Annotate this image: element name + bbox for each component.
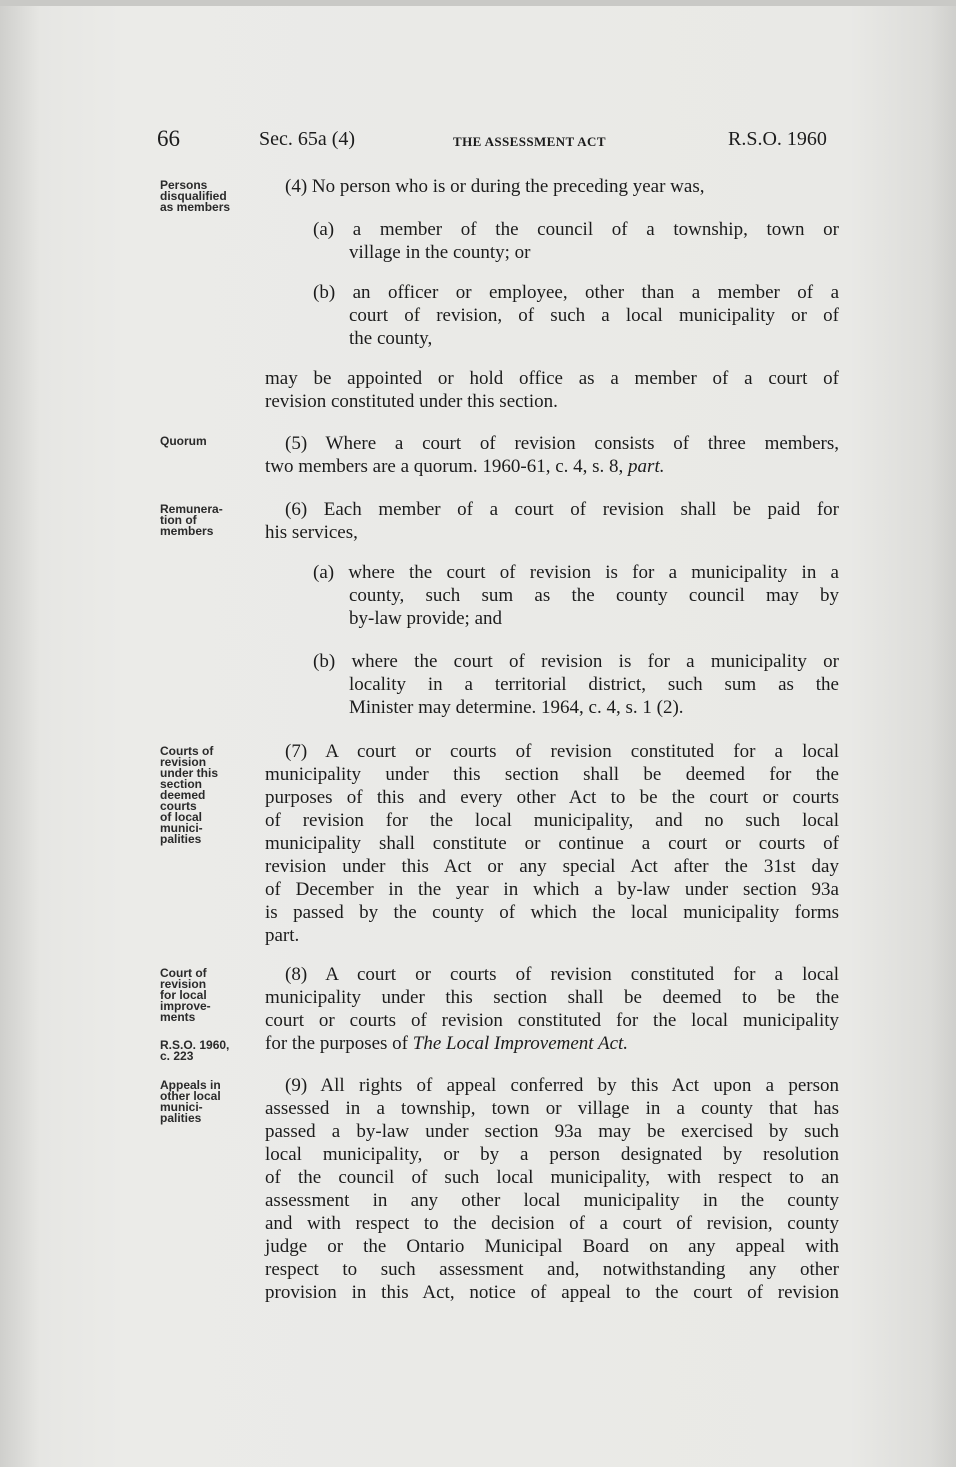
margin-note-courts-deemed: Courts of revision under this section deemed courts of local munici- palities — [160, 744, 219, 846]
s7-line: part. — [265, 925, 300, 946]
s4-clause-b-line: the county, — [349, 328, 433, 349]
margin-note-remuneration: Remunera- tion of members — [160, 502, 223, 538]
s5-line: two members are a quorum. 1960-61, c. 4, s. 8, part. — [265, 456, 665, 477]
s8-line: for the purposes of The Local Improvement Act. — [265, 1033, 629, 1054]
s7-line: revision under this Act or any special Act after the 31st day — [265, 856, 839, 877]
s9-line: judge or the Ontario Municipal Board on any appeal with — [265, 1236, 839, 1257]
s6-clause-b-line: Minister may determine. 1964, c. 4, s. 1 (2). — [349, 697, 684, 718]
s6-line: his services, — [265, 522, 358, 543]
margin-note-persons-disqualified: Persons disqualified as members — [160, 178, 231, 214]
local-improvement-act-title: The Local Improvement Act. — [412, 1033, 629, 1054]
margin-note-rso-reference: R.S.O. 1960, c. 223 — [160, 1038, 230, 1063]
act-title: THE ASSESSMENT ACT — [453, 134, 606, 149]
page-number: 66 — [157, 126, 180, 151]
s9-line: assessed in a township, town or village in a county that has — [265, 1098, 839, 1119]
s7-line: municipality under this section shall be deemed for the — [265, 764, 839, 785]
s7-line: of revision for the local municipality, and no such local — [265, 810, 839, 831]
running-header — [0, 126, 956, 160]
margin-note-quorum: Quorum — [160, 434, 207, 448]
s6-clause-b-line: locality in a territorial district, such sum as the — [349, 674, 839, 695]
s4-clause-b-line: (b) an officer or employee, other than a member of a — [313, 282, 839, 303]
scan-edge — [0, 0, 956, 6]
s5-line: (5) Where a court of revision consists of three members, — [285, 433, 839, 454]
s8-line: (8) A court or courts of revision constituted for a local — [285, 964, 839, 985]
s8-line: municipality under this section shall be deemed to be the — [265, 987, 839, 1008]
s6-clause-a-line: by-law provide; and — [349, 608, 503, 629]
s9-line: provision in this Act, notice of appeal to the court of revision — [265, 1282, 839, 1303]
s6-clause-a-line: county, such sum as the county council may by — [349, 585, 839, 606]
s9-line: assessment in any other local municipality in the county — [265, 1190, 839, 1211]
s9-line: of the council of such local municipality, with respect to an — [265, 1167, 839, 1188]
s9-line: (9) All rights of appeal conferred by this Act upon a person — [285, 1075, 839, 1096]
s9-line: respect to such assessment and, notwithstanding any other — [265, 1259, 839, 1280]
s7-line: purposes of this and every other Act to be the court or courts — [265, 787, 839, 808]
s9-line: and with respect to the decision of a court of revision, county — [265, 1213, 839, 1234]
s7-line: of December in the year in which a by-law under section 93a — [265, 879, 839, 900]
s6-line: (6) Each member of a court of revision shall be paid for — [285, 499, 839, 520]
s4-clause-a-line: village in the county; or — [349, 242, 531, 263]
statute-reference: R.S.O. 1960 — [728, 128, 827, 150]
margin-note-court-local-improvements: Court of revision for local improve- ments — [160, 966, 211, 1024]
s4-clause-a-line: (a) a member of the council of a township, town or — [313, 219, 839, 240]
s9-line: passed a by-law under section 93a may be exercised by such — [265, 1121, 839, 1142]
s4-tail-line: revision constituted under this section. — [265, 391, 558, 412]
s4-tail-line: may be appointed or hold office as a member of a court of — [265, 368, 839, 389]
s4-clause-b-line: court of revision, of such a local municipality or of — [349, 305, 839, 326]
s7-line: (7) A court or courts of revision constituted for a local — [285, 741, 839, 762]
s6-clause-a-line: (a) where the court of revision is for a municipality in a — [313, 562, 839, 583]
s7-line: is passed by the county of which the local municipality forms — [265, 902, 839, 923]
margin-note-appeals: Appeals in other local munici- palities — [160, 1078, 221, 1125]
section-reference: Sec. 65a (4) — [259, 128, 356, 150]
s4-intro: (4) No person who is or during the preceding year was, — [285, 176, 705, 197]
s6-clause-b-line: (b) where the court of revision is for a municipality or — [313, 651, 839, 672]
s5-part: part. — [628, 456, 665, 477]
s8-line: court or courts of revision constituted for the local municipality — [265, 1010, 839, 1031]
s9-line: local municipality, or by a person designated by resolution — [265, 1144, 839, 1165]
s7-line: municipality shall constitute or continue a court or courts of — [265, 833, 839, 854]
